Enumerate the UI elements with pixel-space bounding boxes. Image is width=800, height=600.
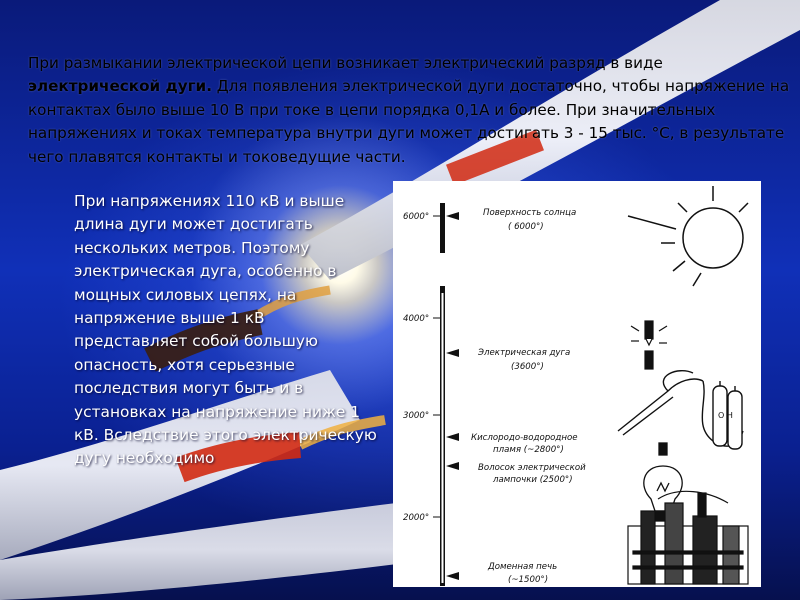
- label-arc-line2: (3600°): [511, 362, 544, 372]
- label-oxyhydrogen-line1: Кислородо-водородное: [471, 433, 578, 443]
- label-oxyhydrogen-line2: пламя (~2800°): [493, 445, 564, 455]
- scale-tick-2000: 2000°: [403, 513, 430, 523]
- sun-icon: [628, 186, 748, 286]
- intro-text-part1: При размыкании электрической цепи возникает электрический разряд в виде: [28, 54, 663, 72]
- label-arc-line1: Электрическая дуга: [478, 348, 571, 358]
- gas-torch-icon: [618, 371, 743, 449]
- side-paragraph: При напряжениях 110 кВ и выше длина дуги может достигать нескольких метров. Поэтому электрическая дуга, особенно в мощных силовых цепях, на напряжение выше 1 кВ представляет собой большую опасность, хотя серьезные последствия могут быть и в установках на напряжение ниже 1 кВ. Вследствие этого электрическую дугу необходимо: [74, 192, 377, 468]
- cylinder-mark: О Н: [718, 411, 733, 420]
- label-filament-line2: лампочки (2500°): [493, 475, 573, 485]
- intro-text-part2: Для появления электрической дуги достаточно, чтобы напряжение на контактах было выше 10 В при токе в цепи порядка 0,1А и более. При значительных напряжениях и токах температура внутри дуги может достигать 3 - 15 тыс. °С, в результате чего плавятся контакты и токоведущие части.: [28, 77, 790, 166]
- electric-arc-icon: [631, 321, 667, 369]
- intro-bold-term: электрической дуги.: [28, 77, 212, 96]
- scale-tick-3000: 3000°: [403, 411, 430, 421]
- label-furnace-line2: (~1500°): [508, 575, 549, 585]
- label-sun-line1: Поверхность солнца: [483, 208, 577, 218]
- label-furnace-line1: Доменная печь: [488, 562, 558, 572]
- temperature-diagram-panel: [393, 181, 761, 587]
- scale-tick-6000: 6000°: [403, 212, 430, 222]
- temperature-diagram: [393, 181, 761, 587]
- label-filament-line1: Волосок электрической: [478, 463, 586, 473]
- blast-furnace-icon: [628, 491, 748, 584]
- scale-rod-top: [440, 203, 445, 253]
- scale-tick-4000: 4000°: [403, 314, 430, 324]
- intro-paragraph: [28, 52, 793, 169]
- label-sun-line2: ( 6000°): [508, 222, 544, 232]
